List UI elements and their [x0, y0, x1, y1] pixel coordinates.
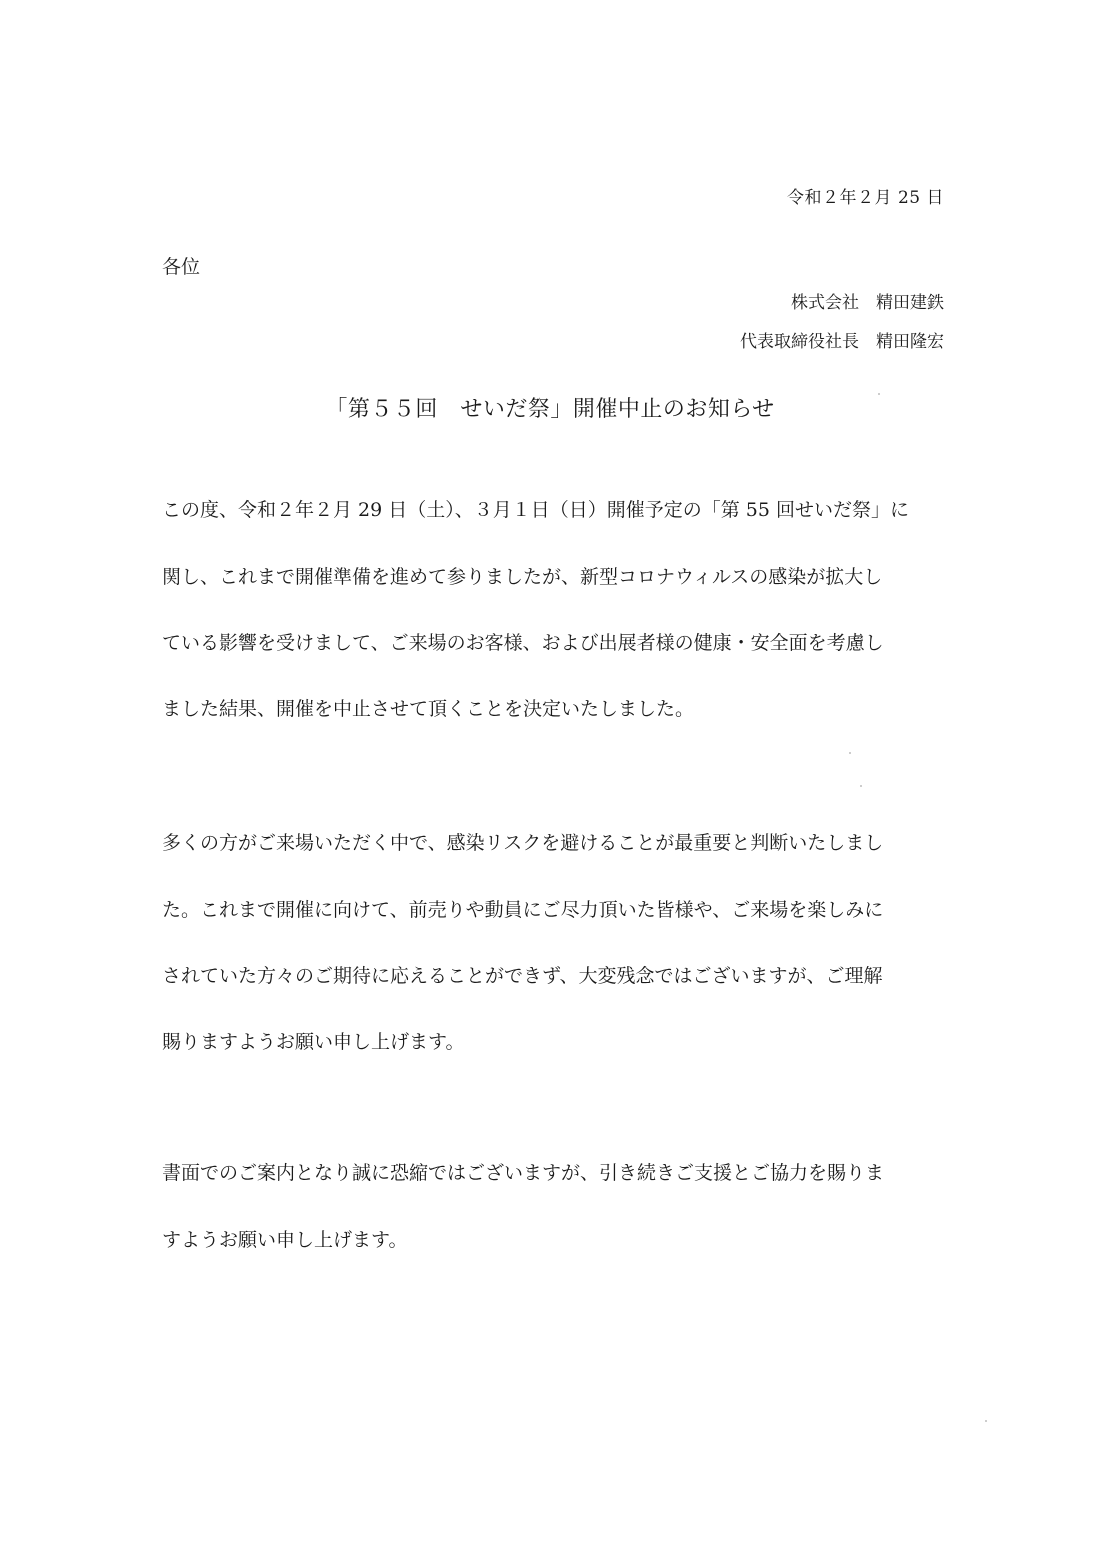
paragraph-line: されていた方々のご期待に応えることができず、大変残念ではございますが、ご理解	[162, 965, 883, 987]
document-date: 令和２年２月 25 日	[787, 188, 944, 208]
scan-speck	[985, 1420, 987, 1422]
paragraph-line: 賜りますようお願い申し上げます。	[162, 1031, 465, 1053]
paragraph-line: 書面でのご案内となり誠に恐縮ではございますが、引き続きご支援とご協力を賜りま	[162, 1162, 885, 1184]
scan-speck	[860, 785, 862, 787]
paragraph-line: 関し、これまで開催準備を進めて参りましたが、新型コロナウィルスの感染が拡大し	[162, 566, 883, 588]
sender-block	[740, 284, 944, 362]
paragraph-line: この度、令和２年２月 29 日（土）、３月１日（日）開催予定の「第 55 回せいだ祭」に	[162, 499, 910, 521]
paragraph-line: た。これまで開催に向けて、前売りや動員にご尽力頂いた皆様や、ご来場を楽しみに	[162, 899, 884, 921]
paragraph-line: 多くの方がご来場いただく中で、感染リスクを避けることが最重要と判断いたしまし	[162, 832, 884, 854]
paragraph-line: すようお願い申し上げます。	[162, 1229, 408, 1251]
addressee: 各位	[162, 256, 201, 278]
document-title: 「第５５回 せいだ祭」開催中止のお知らせ	[325, 397, 775, 422]
paragraph-line: ました結果、開催を中止させて頂くことを決定いたしました。	[162, 698, 695, 720]
scan-speck	[849, 752, 851, 754]
paragraph-line: ている影響を受けまして、ご来場のお客様、および出展者様の健康・安全面を考慮し	[162, 632, 884, 654]
scan-speck	[878, 393, 880, 395]
sender-company: 株式会社 精田建鉄	[791, 293, 944, 313]
sender-representative: 代表取締役社長 精田隆宏	[740, 332, 944, 352]
